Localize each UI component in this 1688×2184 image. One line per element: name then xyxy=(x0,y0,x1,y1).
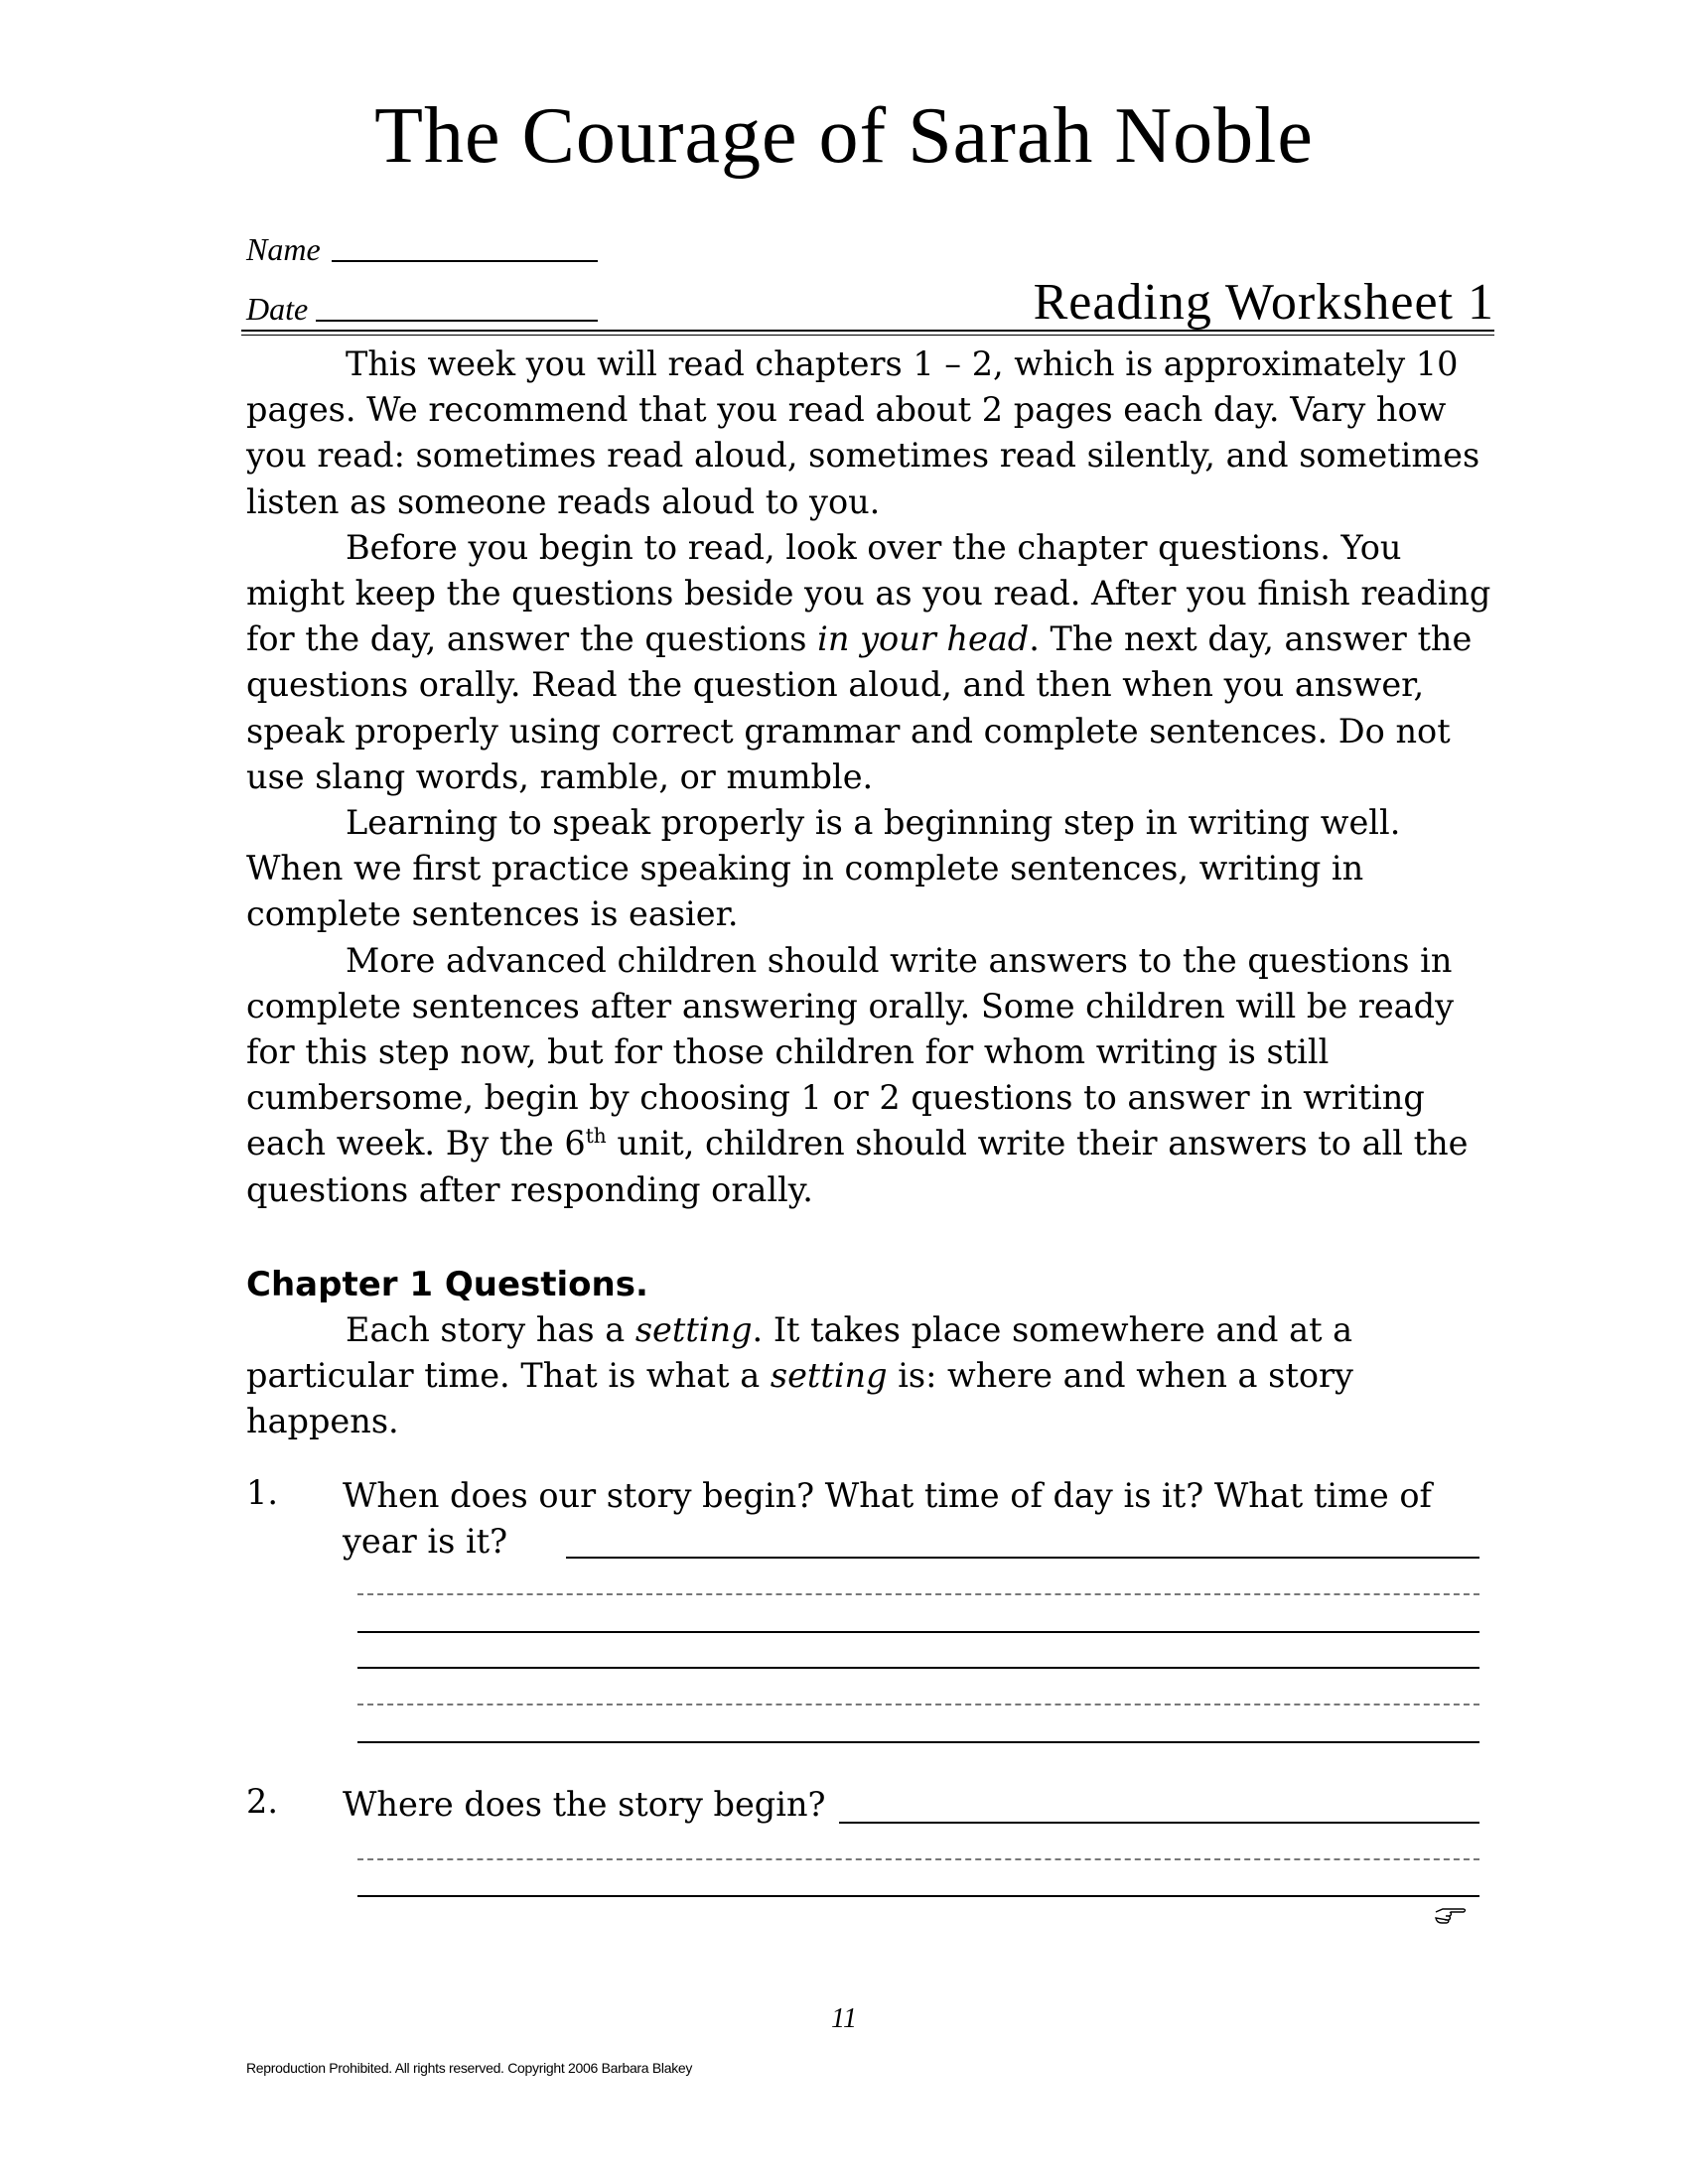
question-number: 1. xyxy=(246,1473,278,1512)
chapter-heading: Chapter 1 Questions. xyxy=(246,1265,648,1304)
answer-line[interactable] xyxy=(839,1822,1479,1824)
pointing-hand-icon xyxy=(1434,1904,1468,1926)
question-text: When does our story begin? What time of day is it? What time of year is it? xyxy=(343,1476,1432,1562)
setting-paragraph: Each story has a setting. It takes place somewhere and at a particular time. That is what a setting is: where and when a story happens. xyxy=(246,1310,1353,1441)
copyright-notice: Reproduction Prohibited. All rights reserved. Copyright 2006 Barbara Blakey xyxy=(246,2060,693,2076)
answer-line[interactable] xyxy=(357,1704,1479,1706)
date-field[interactable] xyxy=(316,320,598,322)
header-rule xyxy=(241,330,1494,332)
paragraph-questions: Before you begin to read, look over the chapter questions. You might keep the questions beside you as you read. After you finish reading for the day, answer the questions in your head. The next day, answer the questions orally. Read the question aloud, and then when you answer, speak properly using correct grammar and complete sentences. Do not use slang words, ramble, or mumble. xyxy=(246,527,1491,796)
worksheet-title: Reading Worksheet 1 xyxy=(1033,274,1494,331)
answer-line[interactable] xyxy=(357,1858,1479,1860)
header-rule-thin xyxy=(241,335,1494,336)
paragraph-reading-plan: This week you will read chapters 1 – 2, which is approximately 10 pages. We recommend that you read about 2 pages each day. Vary how you read: sometimes read aloud, sometimes read silently, and sometimes listen as someone reads aloud to you. xyxy=(246,344,1480,521)
question-number: 2. xyxy=(246,1782,278,1821)
name-field[interactable] xyxy=(332,260,598,262)
answer-line[interactable] xyxy=(357,1895,1479,1897)
paragraph-speaking: Learning to speak properly is a beginning step in writing well. When we first practice speaking in complete sentences, writing in complete sentences is easier. xyxy=(246,803,1401,934)
answer-line[interactable] xyxy=(357,1741,1479,1743)
question-text: Where does the story begin? xyxy=(343,1785,826,1824)
answer-line[interactable] xyxy=(566,1557,1479,1559)
name-label: Name xyxy=(246,231,321,267)
answer-line[interactable] xyxy=(357,1667,1479,1669)
page-title: The Courage of Sarah Noble xyxy=(374,92,1314,180)
page-number: 11 xyxy=(831,2003,857,2034)
instructions xyxy=(246,341,1497,1213)
answer-line[interactable] xyxy=(357,1593,1479,1595)
date-label: Date xyxy=(246,291,309,327)
paragraph-writing: More advanced children should write answers to the questions in complete sentences after answering orally. Some children will be ready for this step now, but for those children for whom writing is still cumbersome, begin by choosing 1 or 2 questions to answer in writing each week. By the 6th unit, children should write their answers to all the questions after responding orally. xyxy=(246,940,1469,1209)
answer-line[interactable] xyxy=(357,1631,1479,1633)
